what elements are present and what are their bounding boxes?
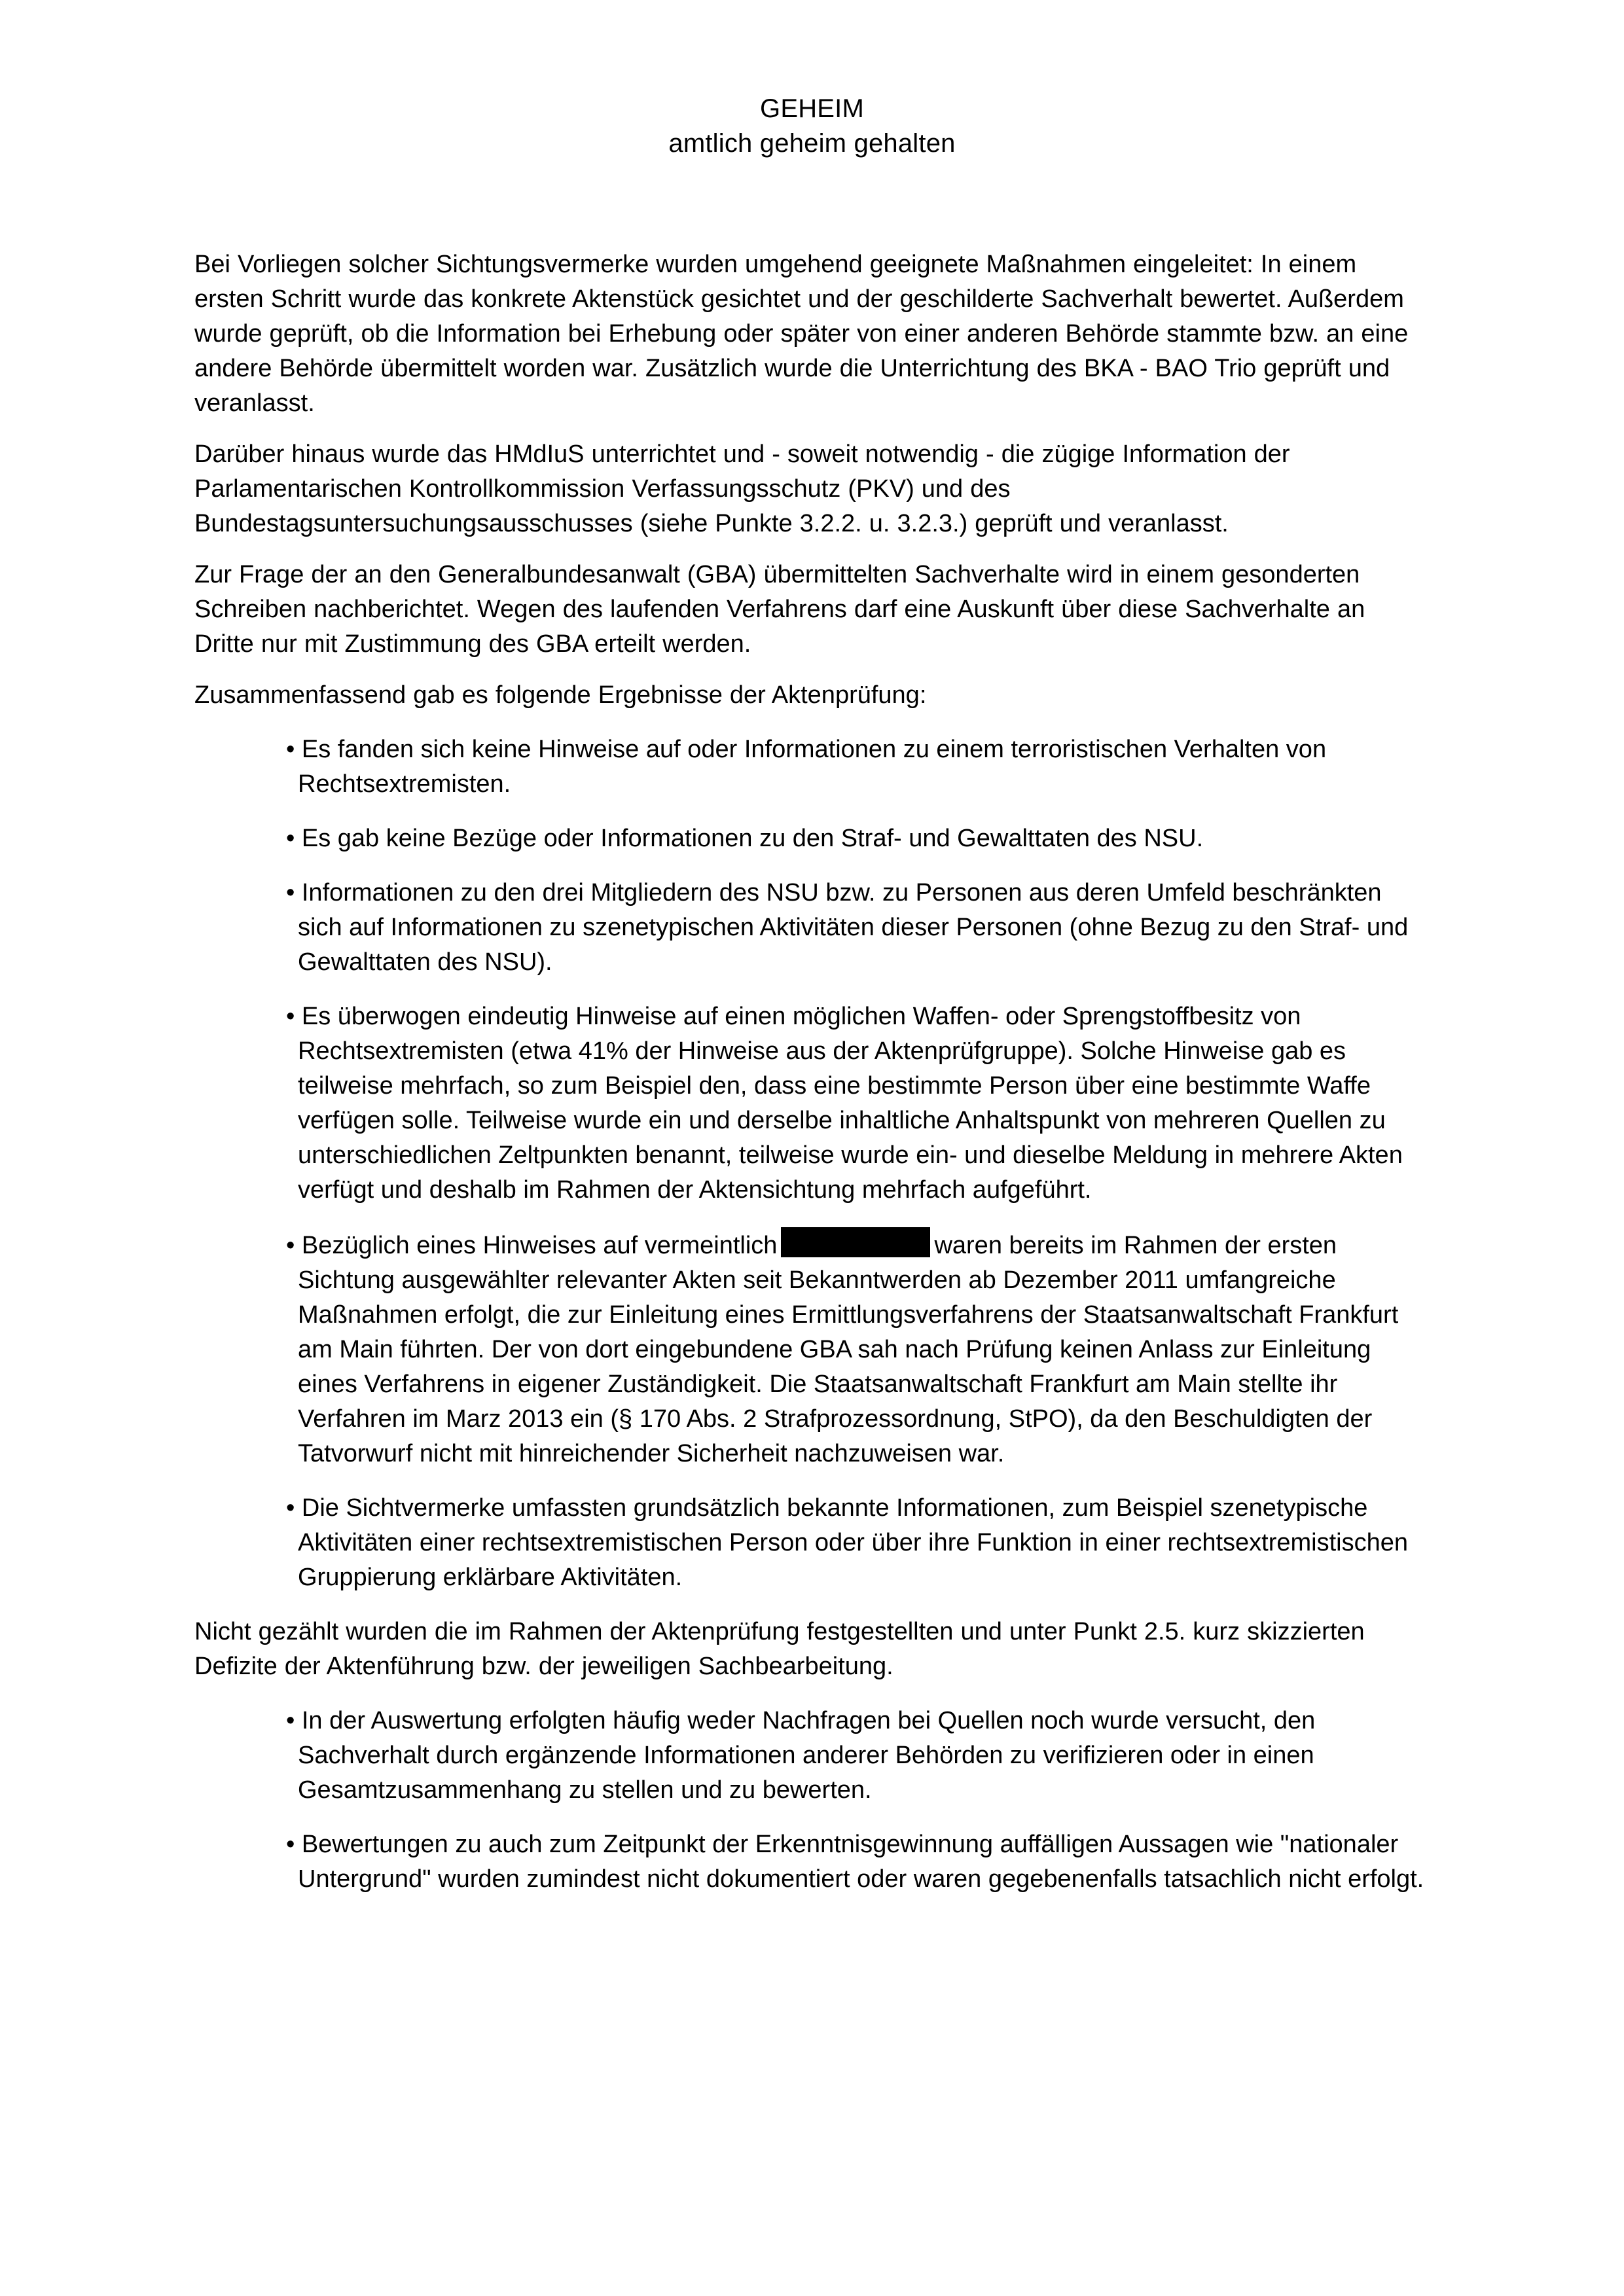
classification-header <box>0 92 1624 161</box>
paragraph-4-results-intro: Zusammenfassend gab es folgende Ergebnisse der Aktenprüfung: <box>194 681 927 709</box>
redaction-bar <box>781 1227 930 1257</box>
bullet-marker-icon: • <box>286 1707 295 1734</box>
list-item-text-after-redaction: waren bereits im Rahmen der ersten Sichtung ausgewählter relevanter Akten seit Bekanntwerden ab Dezember 2011 umfangreiche Maßnahmen erfolgt, die zur Einleitung eines Ermittlungsverfahrens der Staatsanwaltschaft Frankfurt am Main führten. Der von dort eingebundene GBA sah nach Prüfung keinen Anlass zur Einleitung eines Verfahrens in eigener Zuständigkeit. Die Staatsanwaltschaft Frankfurt am Main stellte ihr Verfahren im Marz 2013 ein (§ 170 Abs. 2 Strafprozessordnung, StPO), da den Beschuldigten der Tatvorwurf nicht mit hinreichender Sicherheit nachzuweisen war. <box>298 1232 1399 1467</box>
bullet-marker-icon: • <box>286 1003 295 1030</box>
list-item-text: In der Auswertung erfolgten häufig weder Nachfragen bei Quellen noch wurde versucht, den Sachverhalt durch ergänzende Informationen anderer Behörden zu verifizieren oder in einen Gesamtzusammenhang zu stellen und zu bewerten. <box>298 1707 1316 1804</box>
list-item <box>194 732 1425 802</box>
list-item-text-before-redaction: Bezüglich eines Hinweises auf vermeintlich <box>301 1232 778 1259</box>
list-item <box>194 1827 1425 1897</box>
paragraph-2: Darüber hinaus wurde das HMdIuS unterrichtet und - soweit notwendig - die zügige Information der Parlamentarischen Kontrollkommission Verfassungsschutz (PKV) und des Bundestagsuntersuchungsausschusses (siehe Punkte 3.2.2. u. 3.2.3.) geprüft und veranlasst. <box>194 440 1290 537</box>
bullet-marker-icon: • <box>286 879 295 906</box>
bullet-marker-icon: • <box>286 736 295 763</box>
paragraph-1: Bei Vorliegen solcher Sichtungsvermerke wurden umgehend geeignete Maßnahmen eingeleitet: In einem ersten Schritt wurde das konkrete Aktenstück gesichtet und der geschilderte Sachverhalt bewertet. Außerdem wurde geprüft, ob die Information bei Erhebung oder später von einer anderen Behörde stammte bzw. an eine andere Behörde übermittelt worden war. Zusätzlich wurde die Unterrichtung des BKA - BAO Trio geprüft und veranlasst. <box>194 251 1409 417</box>
list-item <box>194 876 1425 980</box>
bullet-marker-icon: • <box>286 1232 295 1259</box>
bullet-marker-icon: • <box>286 1831 295 1858</box>
deficits-bullet-list <box>194 1704 1425 1897</box>
paragraph-5-not-counted: Nicht gezählt wurden die im Rahmen der Aktenprüfung festgestellten und unter Punkt 2.5. kurz skizzierten Defizite der Aktenführung bzw. der jeweiligen Sachbearbeitung. <box>194 1618 1365 1680</box>
list-item-redacted <box>194 1227 1425 1471</box>
list-item-text: Bewertungen zu auch zum Zeitpunkt der Erkenntnisgewinnung auffälligen Aussagen wie "nationaler Untergrund" wurden zumindest nicht dokumentiert oder waren gegebenenfalls tatsachlich nicht erfolgt. <box>298 1831 1424 1893</box>
list-item-text: Es fanden sich keine Hinweise auf oder Informationen zu einem terroristischen Verhalten von Rechtsextremisten. <box>298 736 1327 798</box>
list-item-text: Es überwogen eindeutig Hinweise auf einen möglichen Waffen- oder Sprengstoffbesitz von Rechtsextremisten (etwa 41% der Hinweise aus der Aktenprüfgruppe). Solche Hinweise gab es teilweise mehrfach, so zum Beispiel den, dass eine bestimmte Person über eine bestimmte Waffe verfügen solle. Teilweise wurde ein und derselbe inhaltliche Anhaltspunkt von mehreren Quellen zu unterschiedlichen Zeltpunkten benannt, teilweise wurde ein- und dieselbe Meldung in mehrere Akten verfügt und deshalb im Rahmen der Aktensichtung mehrfach aufgeführt. <box>298 1003 1403 1204</box>
list-item-text: Es gab keine Bezüge oder Informationen zu den Straf- und Gewalttaten des NSU. <box>301 825 1204 852</box>
list-item-text: Die Sichtvermerke umfassten grundsätzlich bekannte Informationen, zum Beispiel szenetypische Aktivitäten einer rechtsextremistischen Person oder über ihre Funktion in einer rechtsextremistischen Gruppierung erklärbare Aktivitäten. <box>298 1494 1408 1591</box>
paragraph-3: Zur Frage der an den Generalbundesanwalt (GBA) übermittelten Sachverhalte wird in einem gesonderten Schreiben nachberichtet. Wegen des laufenden Verfahrens darf eine Auskunft über diese Sachverhalte an Dritte nur mit Zustimmung des GBA erteilt werden. <box>194 561 1365 658</box>
list-item <box>194 1704 1425 1808</box>
results-bullet-list <box>194 732 1425 1595</box>
classification-level: GEHEIM <box>760 94 864 123</box>
list-item <box>194 821 1425 856</box>
bullet-marker-icon: • <box>286 1494 295 1522</box>
list-item <box>194 999 1425 1208</box>
list-item <box>194 1491 1425 1595</box>
classification-subtitle: amtlich geheim gehalten <box>668 129 956 158</box>
document-body <box>194 247 1425 1916</box>
bullet-marker-icon: • <box>286 825 295 852</box>
list-item-text: Informationen zu den drei Mitgliedern des NSU bzw. zu Personen aus deren Umfeld beschränkten sich auf Informationen zu szenetypischen Aktivitäten dieser Personen (ohne Bezug zu den Straf- und Gewalttaten des NSU). <box>298 879 1409 976</box>
